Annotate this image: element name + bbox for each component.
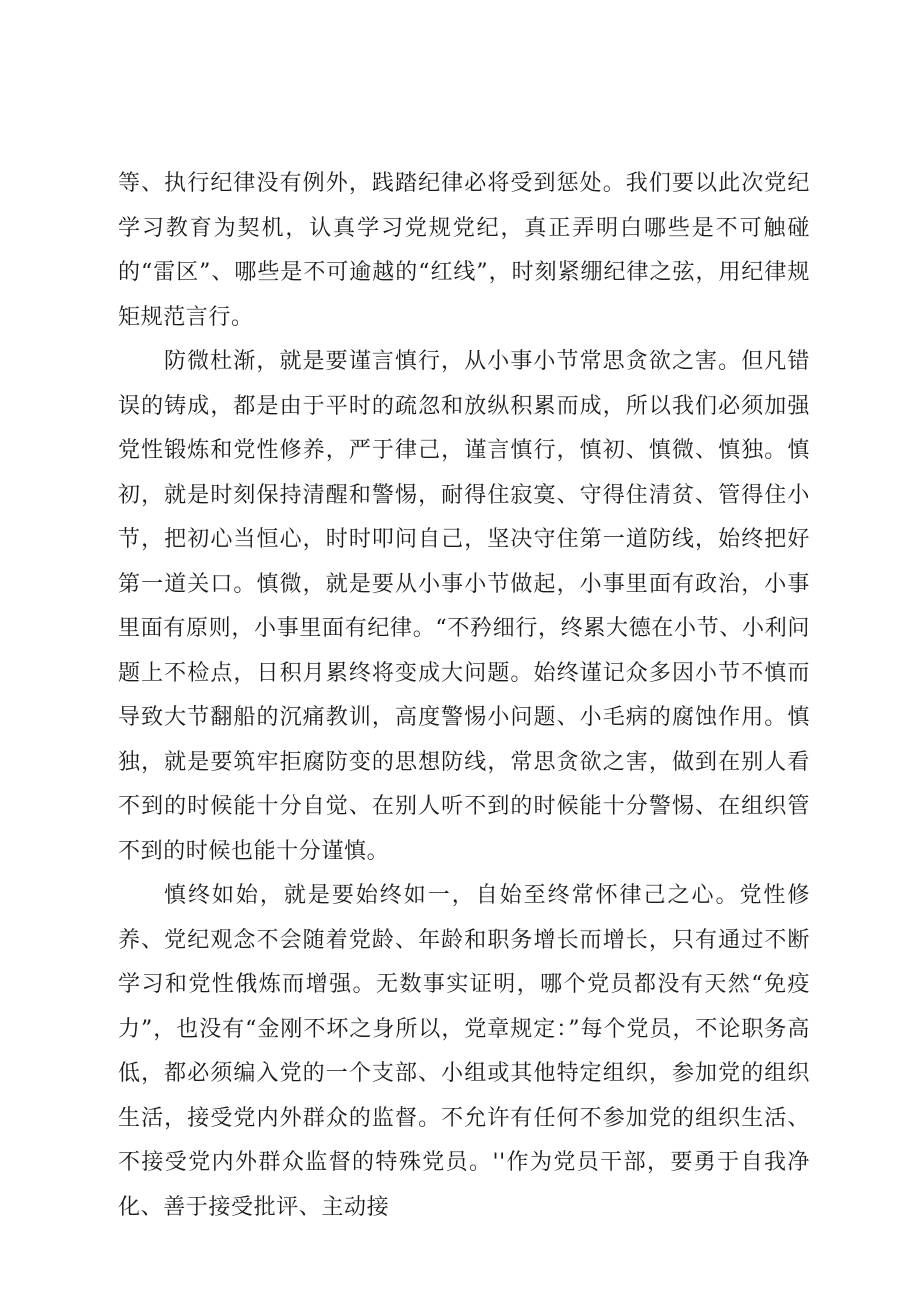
paragraph-3: 慎终如始，就是要始终如一，自始至终常怀律己之心。党性修养、党纪观念不会随着党龄、年龄和职务增长而增长，只有通过不断学习和党性俄炼而增强。无数事实证明，哪个党员都没有天然“免疫力”，也没有“金刚不坏之身所以，党章规定：”每个党员，不论职务高低，都必须编入党的一个支部、小组或其他特定组织，参加党的组织生活，接受党内外群众的监督。不允许有任何不参加党的组织生活、不接受党内外群众监督的特殊党员。''作为党员干部，要勇于自我净化、善于接受批评、主动接 [118,883,810,1220]
paragraph-2: 防微杜渐，就是要谨言慎行，从小事小节常思贪欲之害。但凡错误的铸成，都是由于平时的疏忽和放纵积累而成，所以我们必须加强党性锻炼和党性修养，严于律己，谨言慎行，慎初、慎微、慎独。慎初，就是时刻保持清醒和警惕，耐得住寂寞、守得住清贫、管得住小节，把初心当恒心，时时叩问自己，坚决守住第一道防线，始终把好第一道关口。慎微，就是要从小事小节做起，小事里面有政治，小事里面有原则，小事里面有纪律。“不矜细行，终累大德在小节、小利问题上不检点，日积月累终将变成大问题。始终谨记众多因小节不慎而导致大节翻船的沉痛教训，高度警惕小问题、小毛病的腐蚀作用。慎独，就是要筑牢拒腐防变的思想防线，常思贪欲之害，做到在别人看不到的时候能十分自觉、在别人听不到的时候能十分警惕、在组织管不到的时候也能十分谨慎。 [118,349,810,864]
paragraph-1: 等、执行纪律没有例外，践踏纪律必将受到惩处。我们要以此次党纪学习教育为契机，认真学习党规党纪，真正弄明白哪些是不可触碰的“雷区”、哪些是不可逾越的“红线”，时刻紧绷纪律之弦，用纪律规矩规范言行。 [118,171,810,330]
document-body [118,162,810,1230]
